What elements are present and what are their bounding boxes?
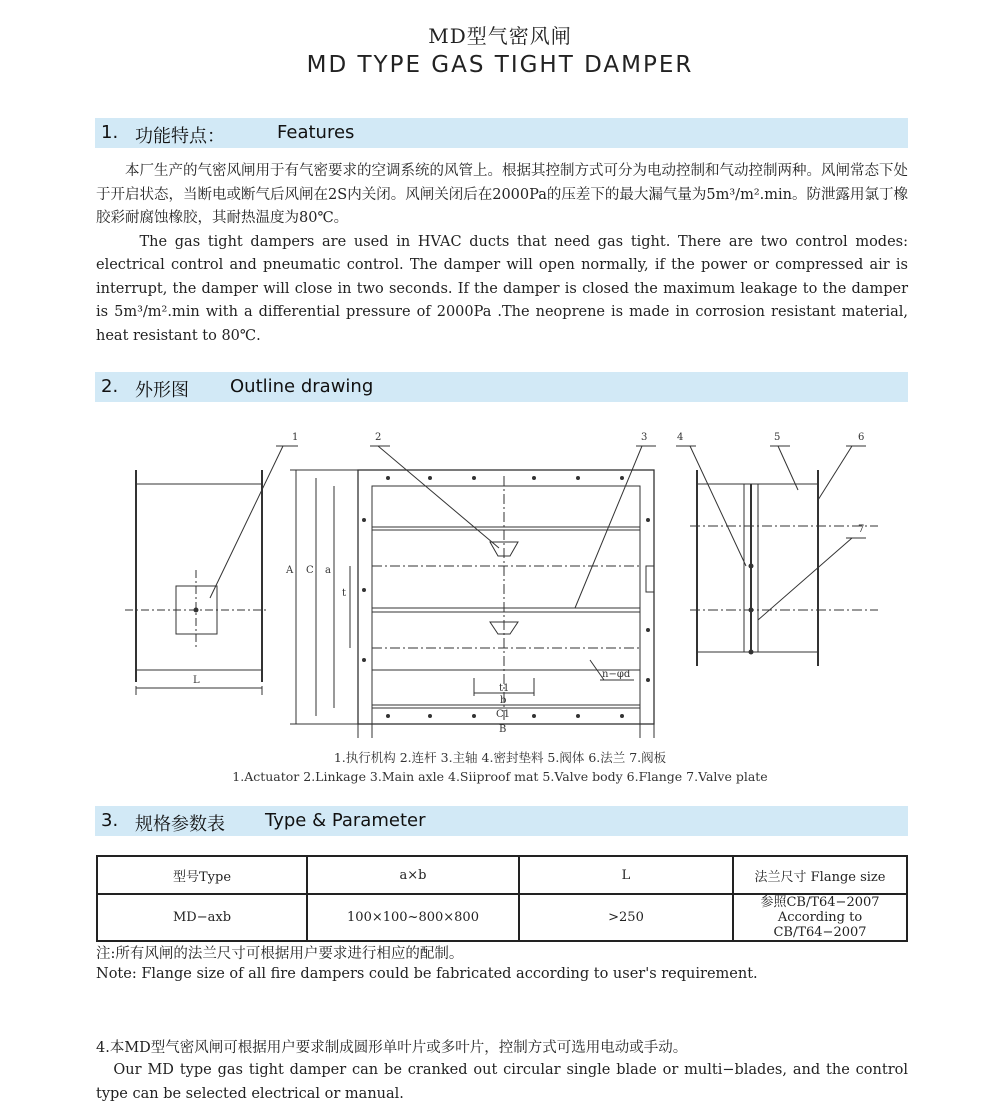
dim-label-a: a [325,565,331,576]
callout-6: 6 [858,432,865,443]
note-cn: 注:所有风闸的法兰尺寸可根据用户要求进行相应的配制。 [96,946,464,962]
section-3-header [95,806,908,836]
dim-label-B: B [499,724,507,735]
page-title-cn: MD型气密风闸 [428,24,572,48]
dim-label-L: L [193,675,200,686]
dim-label-A: A [286,565,294,576]
page-title-en: MD TYPE GAS TIGHT DAMPER [306,52,694,78]
flange-standard-cn: 参照CB/T64−2007 [760,895,880,910]
table-header-size: a×b [307,856,519,894]
section-3-number: 3. [101,810,119,831]
table-header-type: 型号Type [97,856,307,894]
callout-2: 2 [375,432,382,443]
table-header-row [97,856,907,894]
dim-label-t: t [342,588,347,599]
section-3-title-cn: 规格参数表 [135,814,225,835]
section-2-title-cn: 外形图 [135,380,189,401]
dim-label-nd: n−φd [602,669,631,680]
dim-label-C1: C1 [496,709,511,720]
section-2-number: 2. [101,376,119,397]
features-text [96,160,908,348]
features-paragraph-cn: 本厂生产的气密风闸用于有气密要求的空调系统的风管上。根据其控制方式可分为电动控制和气动控制两种。风闸常态下处于开启状态，当断电或断气后风闸在2S内关闭。风闸关闭后在2000Pa的压差下的最大漏气量为5m³/m².min。防泄露用氯丁橡胶彩耐腐蚀橡胶，其耐热温度为80℃。 [96,163,908,226]
section-2-title-en: Outline drawing [230,376,374,397]
table-cell-length: >250 [519,894,733,941]
section-1-header [95,118,908,148]
section-1-title-cn: 功能特点： [135,126,225,147]
parameter-table [96,855,908,942]
table-header-flange: 法兰尺寸 Flange size [733,856,907,894]
table-cell-type: MD−axb [97,894,307,941]
dim-label-t1: t1 [499,683,510,694]
outline-drawing [0,420,1000,740]
section-1-number: 1. [101,122,119,143]
callout-4: 4 [677,432,684,443]
side-view-right [676,432,878,666]
table-cell-flange [733,894,907,941]
section-3-title-en: Type & Parameter [265,810,426,831]
section-4-text-cn: 4.本MD型气密风闸可根据用户要求制成圆形单叶片或多叶片，控制方式可选用电动或手动。 [96,1040,688,1056]
table-header-length: L [519,856,733,894]
front-view [285,432,656,738]
section-4-text-en: Our MD type gas tight damper can be cranked out circular single blade or multi−blades, and the control type can be selected electrical or manual. [96,1062,908,1102]
section-2-header [95,372,908,402]
callout-7: 7 [858,524,865,535]
dim-label-C: C [306,565,314,576]
callout-3: 3 [641,432,648,443]
table-cell-size: 100×100~800×800 [307,894,519,941]
table-row [97,894,907,941]
note-en: Note: Flange size of all fire dampers could be fabricated according to user's requirement. [96,966,758,982]
legend-cn: 1.执行机构 2.连杆 3.主轴 4.密封垫料 5.阀体 6.法兰 7.阀板 [333,750,667,765]
section-1-title-en: Features [277,122,355,143]
callout-1: 1 [292,432,299,443]
dim-label-b: b [500,695,507,706]
features-paragraph-en: The gas tight dampers are used in HVAC ducts that need gas tight. There are two control modes: electrical control and pneumatic control. The damper will open normally, if the power or compressed air is interrupt, the damper will close in two seconds. If the damper is closed the maximum leakage to the damper is 5m³/m².min with a differential pressure of 2000Pa .The neoprene is made in corrosion resistant material, heat resistant to 80℃. [96,233,908,344]
side-view-left [125,432,298,695]
legend-en: 1.Actuator 2.Linkage 3.Main axle 4.Siiproof mat 5.Valve body 6.Flange 7.Valve plate [232,769,768,784]
callout-5: 5 [774,432,781,443]
flange-standard-en: According to CB/T64−2007 [773,910,867,940]
